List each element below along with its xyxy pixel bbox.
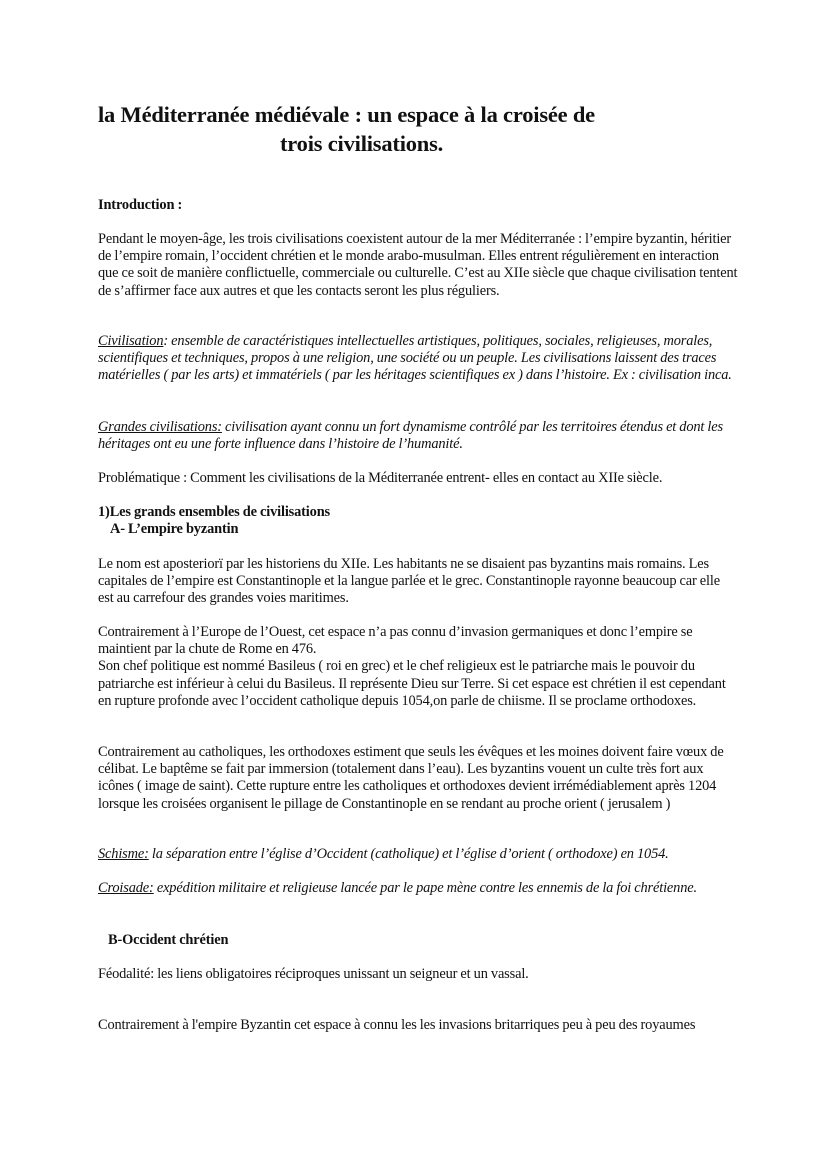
feodalite-definition: Féodalité: les liens obligatoires réciproques unissant un seigneur et un vassal. bbox=[98, 966, 529, 982]
definition-term: Civilisation bbox=[98, 333, 164, 349]
definition-text: ensemble de caractéristiques intellectuelles artistiques, politiques, sociales, religieuses, morales, scientifiques et techniques, propos à une religion, une société ou un peuple. Les civilisations laissent des traces matérielles ( par les arts) et immatériels ( par les héritages scientifiques ex ) dans l’histoire. Ex : civilisation inca. bbox=[98, 333, 732, 384]
occident-paragraph-1: Contrairement à l'empire Byzantin cet espace à connu les les invasions britarriques peu à peu des royaumes bbox=[98, 1017, 696, 1033]
definition-separator: : bbox=[163, 333, 172, 349]
byzantin-paragraph-2b: Son chef politique est nommé Basileus ( roi en grec) et le chef religieux est le patriarche mais le pouvoir du patriarche est inférieur à celui du Basileus. Il représente Dieu sur Terre. Si cet espace est chrétien il est cependant en rupture profonde avec l’occident catholique depuis 1054,on parle de chiisme. Il se proclame orthodoxes. bbox=[98, 658, 726, 709]
definition-text: expédition militaire et religieuse lancée par le pape mène contre les ennemis de la foi chrétienne. bbox=[153, 880, 697, 896]
section-1a-heading: A- L’empire byzantin bbox=[110, 521, 239, 537]
problematique: Problématique : Comment les civilisations de la Méditerranée entrent- elles en contact au XIIe siècle. bbox=[98, 470, 663, 486]
title-line-1: la Méditerranée médiévale : un espace à la croisée de bbox=[98, 102, 595, 127]
definition-grandes-civilisations bbox=[98, 419, 738, 453]
definition-text: civilisation ayant connu un fort dynamisme contrôlé par les territoires étendus et dont les héritages ont eu une forte influence dans l’histoire de l’humanité. bbox=[98, 419, 723, 453]
title-line-2: trois civilisations. bbox=[280, 131, 444, 156]
definition-term: Croisade: bbox=[98, 880, 154, 896]
definition-croisade bbox=[98, 880, 738, 897]
document-title bbox=[98, 100, 738, 158]
byzantin-paragraph-2 bbox=[98, 624, 738, 710]
definition-text: la séparation entre l’église d’Occident (catholique) et l’église d’orient ( orthodoxe) en 1054. bbox=[148, 846, 669, 862]
byzantin-paragraph-2a: Contrairement à l’Europe de l’Ouest, cet espace n’a pas connu d’invasion germaniques et donc l’empire se maintient par la chute de Rome en 476. bbox=[98, 624, 693, 658]
definition-schisme bbox=[98, 846, 738, 863]
section-1-heading: 1)Les grands ensembles de civilisations bbox=[98, 504, 331, 520]
section-1b-heading: B-Occident chrétien bbox=[108, 932, 229, 948]
definition-term: Grandes civilisations: bbox=[98, 419, 222, 435]
byzantin-paragraph-3: Contrairement au catholiques, les orthodoxes estiment que seuls les évêques et les moines doivent faire vœux de célibat. Le baptême se fait par immersion (totalement dans l’eau). Les byzantins vouent un culte très fort aux icônes ( image de saint). Cette rupture entre les catholiques et orthodoxes devient irrémédiablement après 1204 lorsque les croisées organisent le pillage de Constantinople en se rendant au proche orient ( jerusalem ) bbox=[98, 744, 724, 812]
introduction-heading: Introduction : bbox=[98, 197, 183, 213]
definition-term: Schisme: bbox=[98, 846, 149, 862]
definition-civilisation bbox=[98, 333, 738, 385]
intro-paragraph: Pendant le moyen-âge, les trois civilisations coexistent autour de la mer Méditerranée : l’empire byzantin, héritier de l’empire romain, l’occident chrétien et le monde arabo-musulman. Elles entrent régulièrement en interaction que ce soit de manière conflictuelle, commerciale ou culturelle. C’est au XIIe siècle que chaque civilisation tentent de s’affirmer face aux autres et que les contacts seront les plus réguliers. bbox=[98, 231, 738, 299]
byzantin-paragraph-1: Le nom est aposteriorï par les historiens du XIIe. Les habitants ne se disaient pas byzantins mais romains. Les capitales de l’empire est Constantinople et la langue parlée et le grec. Constantinople rayonne beaucoup car elle est au carrefour des grandes voies maritimes. bbox=[98, 556, 720, 607]
